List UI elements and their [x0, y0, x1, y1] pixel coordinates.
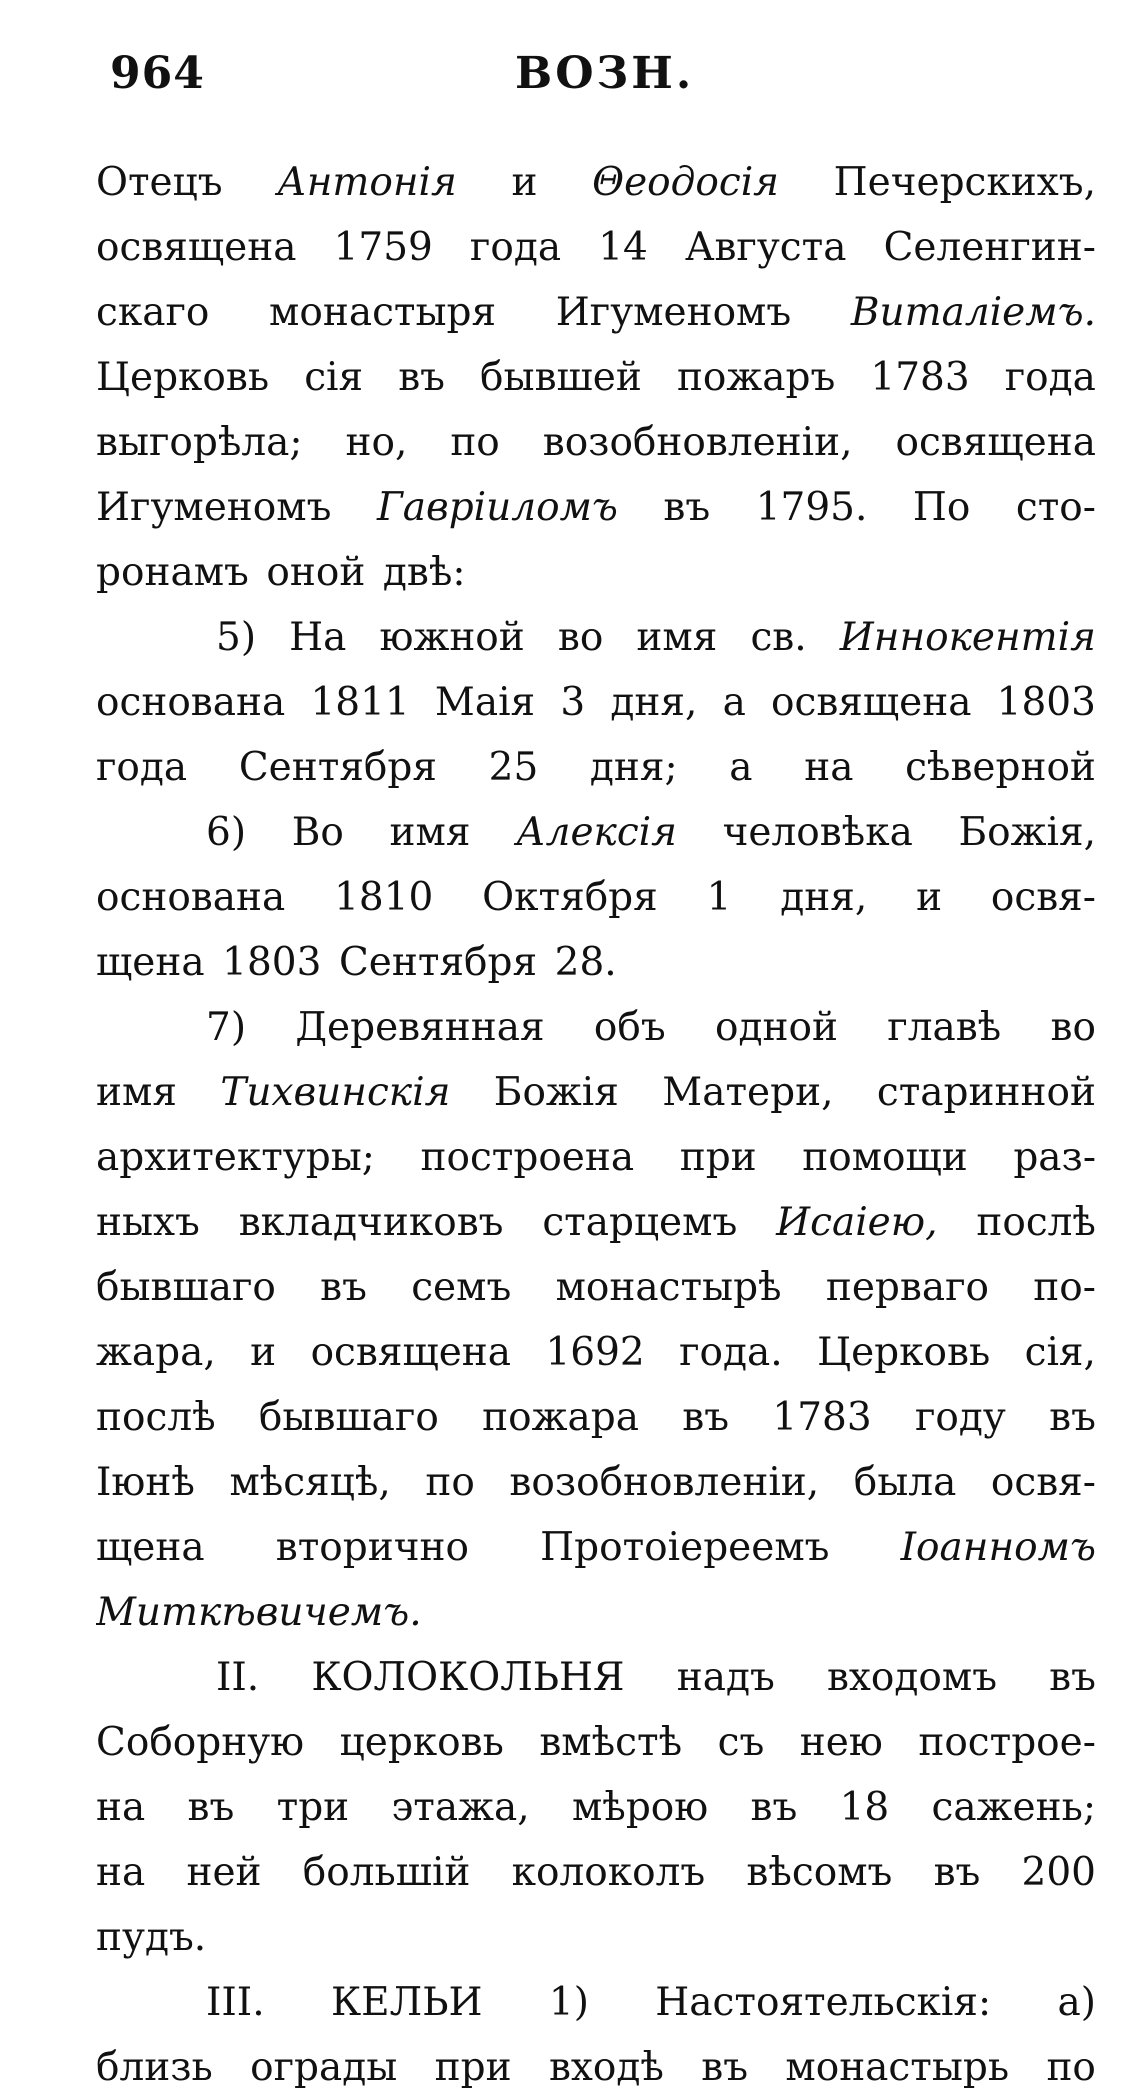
word: основана — [96, 875, 286, 920]
word: въ — [682, 1395, 730, 1440]
word: послѣ — [96, 1395, 216, 1440]
italic-word: Антонія — [277, 160, 457, 205]
word: пожара — [482, 1395, 639, 1440]
word: Церковь — [817, 1330, 991, 1375]
word: по- — [1033, 1265, 1096, 1310]
word: на — [804, 745, 854, 790]
word: на — [96, 1850, 146, 1895]
word: года — [96, 745, 188, 790]
word: 1) — [548, 1980, 589, 2025]
word: надъ — [676, 1655, 775, 1700]
word: Протоіереемъ — [540, 1525, 830, 1570]
word: вѣсомъ — [746, 1850, 893, 1895]
word: освящена — [895, 420, 1096, 465]
word: возобновленіи, — [509, 1460, 820, 1505]
word: монастырь — [785, 2045, 1010, 2090]
page-number: 964 — [110, 48, 205, 99]
word: года — [469, 225, 562, 270]
word: построе- — [918, 1720, 1096, 1765]
text-line — [96, 1190, 1096, 1255]
word: Во — [291, 810, 344, 855]
text-line — [96, 410, 1096, 475]
word: старцемъ — [542, 1200, 738, 1245]
word: дня, — [610, 680, 698, 725]
italic-word: Миткѣвичемъ. — [96, 1590, 422, 1635]
text-line — [96, 930, 1096, 995]
word: Сентября — [238, 745, 437, 790]
word: года — [1004, 355, 1096, 400]
text-line — [96, 475, 1096, 540]
word: 18 — [839, 1785, 890, 1830]
italic-word: Іоанномъ — [900, 1525, 1096, 1570]
word: архитектуры; — [96, 1135, 375, 1180]
word: основана — [96, 680, 286, 725]
word: въ — [701, 2045, 749, 2090]
word: 1759 — [333, 225, 433, 270]
body-text — [96, 150, 1096, 2100]
word: Божія, — [958, 810, 1096, 855]
word: 28. — [554, 940, 617, 985]
word: жара, — [96, 1330, 216, 1375]
word: а — [722, 680, 746, 725]
word: Печерскихъ, — [833, 160, 1096, 205]
word: года. — [679, 1330, 783, 1375]
word: бывшаго — [258, 1395, 439, 1440]
word: 200 — [1021, 1850, 1096, 1895]
word: построена — [420, 1135, 635, 1180]
italic-word: Θеодосія — [592, 160, 779, 205]
word: въ — [933, 1850, 981, 1895]
italic-word: Алексія — [516, 810, 677, 855]
italic-word: Тихвинскія — [220, 1070, 451, 1115]
text-line — [96, 1970, 1096, 2035]
word: оной — [266, 550, 366, 595]
word: въ — [1049, 1395, 1096, 1440]
word: освящена — [310, 1330, 512, 1375]
text-line — [96, 1450, 1096, 1515]
text-line — [96, 150, 1096, 215]
text-line — [96, 1645, 1096, 1710]
italic-word: Гавріиломъ — [376, 485, 618, 530]
word: а) — [1057, 1980, 1096, 2025]
word: при — [679, 1135, 757, 1180]
word: 14 — [598, 225, 648, 270]
word: скаго — [96, 290, 210, 335]
text-line — [96, 605, 1096, 670]
word: 1803 — [222, 940, 322, 985]
text-line — [96, 800, 1096, 865]
word: св. — [750, 615, 807, 660]
word: по — [1046, 2045, 1096, 2090]
word: Октября — [482, 875, 658, 920]
text-line — [96, 670, 1096, 735]
word: освя- — [990, 875, 1096, 920]
word: старинной — [876, 1070, 1096, 1115]
word: 1783 — [870, 355, 970, 400]
word: Іюнѣ — [96, 1460, 195, 1505]
word: мѣрою — [571, 1785, 709, 1830]
text-line — [96, 1840, 1096, 1905]
word: КОЛОКОЛЬНЯ — [311, 1655, 625, 1700]
word: была — [853, 1460, 957, 1505]
word: съ — [717, 1720, 765, 1765]
page-header — [110, 48, 1080, 118]
word: и — [250, 1330, 277, 1375]
text-line — [96, 1125, 1096, 1190]
word: освящена — [771, 680, 972, 725]
word: Деревянная — [295, 1005, 545, 1050]
word: II. — [216, 1655, 260, 1700]
text-line — [96, 865, 1096, 930]
text-line — [96, 1320, 1096, 1385]
word: помощи — [802, 1135, 968, 1180]
text-line — [96, 540, 1096, 605]
word: 1692 — [545, 1330, 645, 1375]
text-line — [96, 345, 1096, 410]
italic-word: Виталіемъ. — [850, 290, 1096, 335]
word: этажа, — [391, 1785, 530, 1830]
word: главѣ — [887, 1005, 1002, 1050]
word: Соборную — [96, 1720, 305, 1765]
word: ограды — [250, 2045, 398, 2090]
word: 1810 — [334, 875, 434, 920]
word: по — [450, 420, 500, 465]
word: III. — [206, 1980, 265, 2025]
word: Августа — [684, 225, 847, 270]
running-head: ВОЗН. — [515, 48, 695, 99]
text-line — [96, 1775, 1096, 1840]
word: По — [912, 485, 971, 530]
word: перваго — [825, 1265, 990, 1310]
word: году — [914, 1395, 1006, 1440]
word: Игуменомъ — [96, 485, 332, 530]
word: 6) — [206, 810, 247, 855]
word: бывшей — [480, 355, 642, 400]
text-line — [96, 1060, 1096, 1125]
word: Матери, — [662, 1070, 834, 1115]
word: но, — [345, 420, 408, 465]
word: ронамъ — [96, 550, 249, 595]
text-line — [96, 1580, 1096, 1645]
text-line — [96, 215, 1096, 280]
word: монастыря — [269, 290, 497, 335]
word: въ — [663, 485, 711, 530]
word: дня; — [589, 745, 678, 790]
word: во — [557, 615, 604, 660]
word: близь — [96, 2045, 213, 2090]
word: На — [289, 615, 347, 660]
word: имя — [636, 615, 718, 660]
word: ней — [186, 1850, 262, 1895]
word: 25 — [488, 745, 539, 790]
word: три — [276, 1785, 350, 1830]
word: ныхъ — [96, 1200, 200, 1245]
word: семъ — [411, 1265, 512, 1310]
word: Отецъ — [96, 160, 223, 205]
word: Настоятельскія: — [655, 1980, 992, 2025]
word: 1811 — [310, 680, 410, 725]
word: большій — [302, 1850, 471, 1895]
word: въ — [1049, 1655, 1096, 1700]
word: освя- — [990, 1460, 1096, 1505]
word: пожаръ — [676, 355, 836, 400]
word: имя — [96, 1070, 177, 1115]
word: монастырѣ — [555, 1265, 782, 1310]
word: дня, — [780, 875, 868, 920]
word: мѣсяцѣ, — [229, 1460, 391, 1505]
word: пудъ. — [96, 1915, 207, 1960]
word: Божія — [493, 1070, 619, 1115]
text-line — [96, 280, 1096, 345]
word: 1795. — [755, 485, 868, 530]
word: колоколъ — [511, 1850, 706, 1895]
word: южной — [379, 615, 525, 660]
word: въ — [398, 355, 445, 400]
word: церковь — [339, 1720, 504, 1765]
word: и — [511, 160, 538, 205]
word: послѣ — [976, 1200, 1096, 1245]
text-line — [96, 1515, 1096, 1580]
word: сто- — [1015, 485, 1096, 530]
word: вмѣстѣ — [539, 1720, 683, 1765]
word: одной — [714, 1005, 838, 1050]
word: объ — [593, 1005, 666, 1050]
word: Маія — [434, 680, 536, 725]
word: щена — [96, 1525, 205, 1570]
word: а — [729, 745, 753, 790]
word: во — [1050, 1005, 1096, 1050]
word: 5) — [216, 615, 257, 660]
italic-word: Иннокентія — [839, 615, 1096, 660]
word: человѣка — [722, 810, 913, 855]
text-line — [96, 1385, 1096, 1450]
word: по — [425, 1460, 475, 1505]
word: сія — [304, 355, 364, 400]
word: входомъ — [826, 1655, 998, 1700]
word: въ — [320, 1265, 367, 1310]
word: и — [916, 875, 943, 920]
word: Игуменомъ — [555, 290, 792, 335]
text-line — [96, 2035, 1096, 2100]
word: КЕЛЬИ — [331, 1980, 483, 2025]
word: сажень; — [931, 1785, 1096, 1830]
word: выгорѣла; — [96, 420, 303, 465]
word: Сентября — [338, 940, 538, 985]
word: нею — [799, 1720, 883, 1765]
word: при — [434, 2045, 512, 2090]
word: щена — [96, 940, 205, 985]
word: вторично — [275, 1525, 469, 1570]
text-line — [96, 1905, 1096, 1970]
word: раз- — [1013, 1135, 1096, 1180]
word: сѣверной — [905, 745, 1096, 790]
word: входѣ — [548, 2045, 664, 2090]
word: Селенгин- — [883, 225, 1096, 270]
text-line — [96, 1710, 1096, 1775]
word: двѣ: — [382, 550, 466, 595]
word: имя — [389, 810, 471, 855]
word: 1803 — [996, 680, 1096, 725]
word: 1783 — [772, 1395, 872, 1440]
text-line — [96, 735, 1096, 800]
word: сія, — [1024, 1330, 1096, 1375]
word: возобновленіи, — [542, 420, 853, 465]
word: въ — [187, 1785, 235, 1830]
word: освящена — [96, 225, 297, 270]
word: Церковь — [96, 355, 270, 400]
text-line — [96, 995, 1096, 1060]
word: бывшаго — [96, 1265, 276, 1310]
italic-word: Исаіею, — [776, 1200, 938, 1245]
word: въ — [750, 1785, 798, 1830]
word: 1 — [706, 875, 732, 920]
text-line — [96, 1255, 1096, 1320]
word: на — [96, 1785, 146, 1830]
word: 3 — [560, 680, 586, 725]
word: 7) — [206, 1005, 247, 1050]
word: вкладчиковъ — [238, 1200, 504, 1245]
